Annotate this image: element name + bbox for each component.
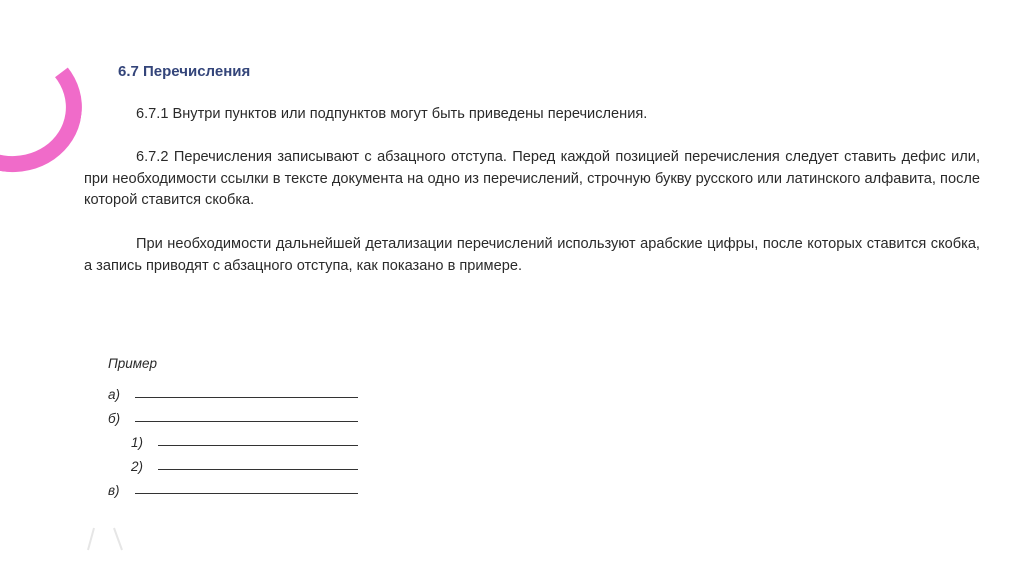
section-heading: 6.7 Перечисления xyxy=(118,63,251,80)
example-marker: 1) xyxy=(131,435,144,450)
example-subitem xyxy=(108,426,358,450)
paragraph-6-7-2: 6.7.2 Перечисления записывают с абзацного отступа. Перед каждой позицией перечисления следует ставить дефис или, при необходимости ссылки в тексте документа на одно из перечислений, строчную букву русского или латинского алфавита, после которой ставится скобка. xyxy=(84,149,980,208)
faint-decoration xyxy=(84,522,124,552)
example-subitem xyxy=(108,450,358,474)
example-marker: 2) xyxy=(131,459,144,474)
example-marker: в) xyxy=(108,483,120,498)
blank-line xyxy=(158,444,358,446)
blank-line xyxy=(158,468,358,470)
decorative-pink-arc xyxy=(0,31,90,181)
paragraph-6-7-1: 6.7.1 Внутри пунктов или подпунктов могут быть приведены перечисления. xyxy=(136,106,648,122)
blank-line xyxy=(135,396,358,398)
blank-line xyxy=(135,420,358,422)
example-item xyxy=(108,474,358,498)
paragraph-detailing: При необходимости дальнейшей детализации перечислений используют арабские цифры, после которых ставится скобка, а запись приводят с абзацного отступа, как показано в примере. xyxy=(84,236,980,274)
example-title: Пример xyxy=(108,356,158,371)
example-item xyxy=(108,402,358,426)
example-block xyxy=(108,356,358,498)
example-item xyxy=(108,378,358,402)
example-marker: а) xyxy=(108,387,121,402)
example-marker: б) xyxy=(108,411,121,426)
blank-line xyxy=(135,492,358,494)
